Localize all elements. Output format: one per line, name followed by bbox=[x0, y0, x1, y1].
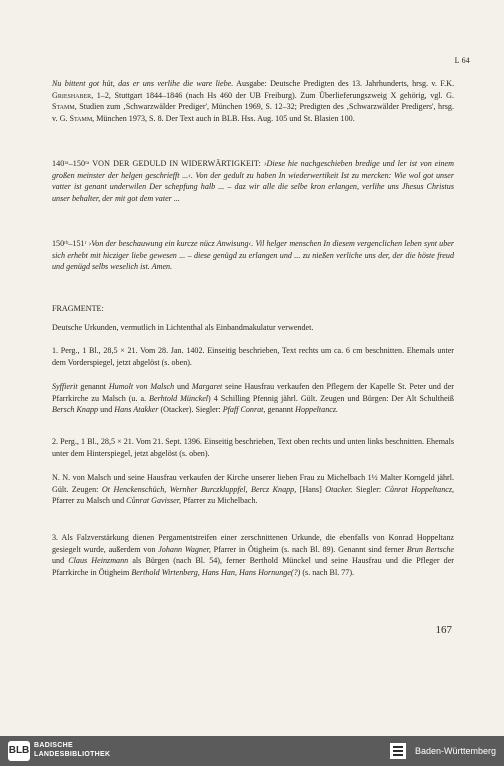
text: Pfarrer in Ötigheim (s. nach Bl. 89). Genannt sind ferner bbox=[210, 544, 407, 554]
name: Cůnrat Gavisser, bbox=[126, 496, 182, 506]
name: Berhtold Münckel bbox=[149, 393, 209, 403]
name: Margaret bbox=[191, 382, 223, 391]
name: Humolt von Malsch bbox=[108, 382, 175, 391]
text: , Studien zum ‚Schwarzwälder Prediger', München 1969, S. 12–32; Predigten des ‚Schwarzwälder Predigers', hrsg. v. G. bbox=[52, 102, 454, 123]
name: Hans Atakker bbox=[114, 405, 159, 415]
name: Berthold Wirtenberg, Hans Han, Hans Hornunge(?) bbox=[131, 567, 301, 577]
name: Syffierit bbox=[52, 382, 78, 391]
library-footer bbox=[0, 736, 504, 766]
quoted-text: ›Diese hie nachgeschieben bredige und ler ist von einem großen meinster der helgen geschriefft ...‹. Von der gedult zu haben In wiederwertikeit Ist zu mercken: Wie wol got unser vatter ist genant underwilen Der schepfung halb ... – daz wir alle die selbe kron erlangen, verlihe uns Jhesus Christus unser behalter, der mit got dem vater ... bbox=[52, 159, 454, 203]
name: Claus Heinzmann bbox=[68, 556, 129, 566]
name: Hoppeltancz. bbox=[295, 405, 339, 415]
paragraph-perg-1-content bbox=[52, 381, 454, 416]
blb-logo[interactable]: BLB bbox=[8, 741, 30, 761]
text: (s. nach Bl. 77). bbox=[300, 567, 355, 577]
text: , 1–2, Stuttgart 1844–1846 (nach Hs 460 der UB Freiburg). Zum Überlieferungszweig X gehörig, vgl. G. bbox=[91, 90, 454, 100]
section-heading: 140ʳᵃ–150ʳᵃ VON DER GEDULD IN WIDERWÄRTIGKEIT: bbox=[52, 159, 264, 168]
paragraph-urkunden: Deutsche Urkunden, vermutlich in Lichtenthal als Einbandmakulatur verwendet. bbox=[52, 323, 314, 332]
fragmente-heading: FRAGMENTE: bbox=[52, 304, 104, 313]
state-label: Baden-Württemberg bbox=[414, 746, 496, 756]
paragraph-perg-3 bbox=[52, 532, 454, 578]
name: Brun Bertsche bbox=[406, 544, 454, 554]
text: genannt bbox=[265, 405, 296, 415]
text: als Bürgen (nach Bl. 54), ferner Berthold Münckel und seine Hausfrau und die Pfleger der Pfarrkirche in Ötigheim bbox=[52, 556, 454, 577]
text: Pfarrer zu Malsch und bbox=[52, 496, 127, 506]
paragraph-perg-2: 2. Perg., 1 Bl., 28,5 × 21. Vom 21. Sept. 1396. Einseitig beschrieben, Text oben rechts und unten links beschnitten. Ehemals unter dem Hinterspiegel, jetzt abgelöst (s. oben). bbox=[52, 437, 454, 458]
text: 3. Als Falzverstärkung dienen Pergamentstreifen einer zerschnittenen Urkunde, die ebenfalls von Konrad Hoppeltanz gesiegelt wurde, außerdem von bbox=[52, 533, 454, 554]
paragraph-edition bbox=[52, 78, 454, 124]
library-name-line-2: LANDESBIBLIOTHEK bbox=[34, 750, 111, 758]
name: Cůnrat Hoppeltancz, bbox=[384, 484, 455, 494]
library-name bbox=[34, 742, 110, 759]
incipit: Nu bittent got hüt, das er uns verlihe die ware liebe. bbox=[52, 79, 234, 88]
text: Ausgabe: Deutsche Predigten des 13. Jahrhunderts, hrsg. v. F.K. bbox=[233, 79, 454, 88]
paragraph-perg-1: 1. Perg., 1 Bl., 28,5 × 21. Vom 28. Jan. 1402. Einseitig beschrieben, Text rechts um ca. 6 cm beschnitten. Ehemals unter dem Vorderspiegel, jetzt abgelöst (s. oben). bbox=[52, 346, 454, 367]
author: Grieshaber bbox=[52, 90, 92, 100]
name: Otacker. bbox=[325, 484, 353, 494]
text: Siegler: bbox=[352, 484, 385, 494]
shelfmark: L 64 bbox=[454, 56, 470, 65]
text: seine Hausfrau verkaufen den Pflegern der Kapelle St. Peter und der Pfarrkirche zu Malsch (u. a. bbox=[52, 382, 455, 403]
text: und bbox=[174, 382, 192, 391]
text: Pfarrer zu Michelbach. bbox=[181, 496, 258, 506]
text: [Hans] bbox=[296, 484, 326, 494]
paragraph-beschauwung bbox=[52, 238, 454, 273]
name: Pfaff Conrat, bbox=[222, 405, 266, 415]
library-name-line-1: BADISCHE bbox=[34, 742, 73, 749]
paragraph-geduld bbox=[52, 158, 454, 204]
name: Bersch Knapp bbox=[52, 405, 99, 415]
text: und bbox=[52, 556, 69, 566]
text: und bbox=[98, 405, 115, 415]
paragraph-perg-2-content bbox=[52, 472, 454, 507]
text: genannt bbox=[77, 382, 109, 391]
text: N. N. von Malsch und seine Hausfrau verkaufen der Kirche unserer lieben Frau zu Michelbach 1½ Malter Korngeld jährl. Gült. Zeugen: bbox=[52, 473, 454, 494]
quoted-text: ›Von der beschauwung ein kurcze nücz Anwisung‹. Vil helger menschen In diesem vergenclichen leben synt uber sich erhebt mit hicziger liebe gewesen ... – diese genügd zu erlangen und ... zu nießen verliche uns der, der die höste freud und genügd selbs weselich ist. Amen. bbox=[52, 239, 454, 272]
name: Johann Wagner, bbox=[158, 544, 211, 554]
author: Stamm bbox=[69, 113, 93, 123]
text: ) 4 Schilling Pfennig jährl. Gült. Zeugen und Bürgen: Der Alt Schultheiß bbox=[208, 393, 454, 403]
author: Stamm bbox=[52, 102, 75, 112]
page-number: 167 bbox=[435, 624, 452, 636]
folio-range: 150ʳᵇ–151ʳ bbox=[52, 239, 89, 248]
coat-of-arms-icon bbox=[390, 743, 406, 759]
text: (Otacker). Siegler: bbox=[158, 405, 223, 415]
name: Ot Henckenschüch, Wernher Burczkluppfel, Bercz Knapp, bbox=[101, 484, 297, 494]
text: , München 1973, S. 8. Der Text auch in BLB. Hss. Aug. 105 und St. Blasien 100. bbox=[92, 113, 355, 123]
